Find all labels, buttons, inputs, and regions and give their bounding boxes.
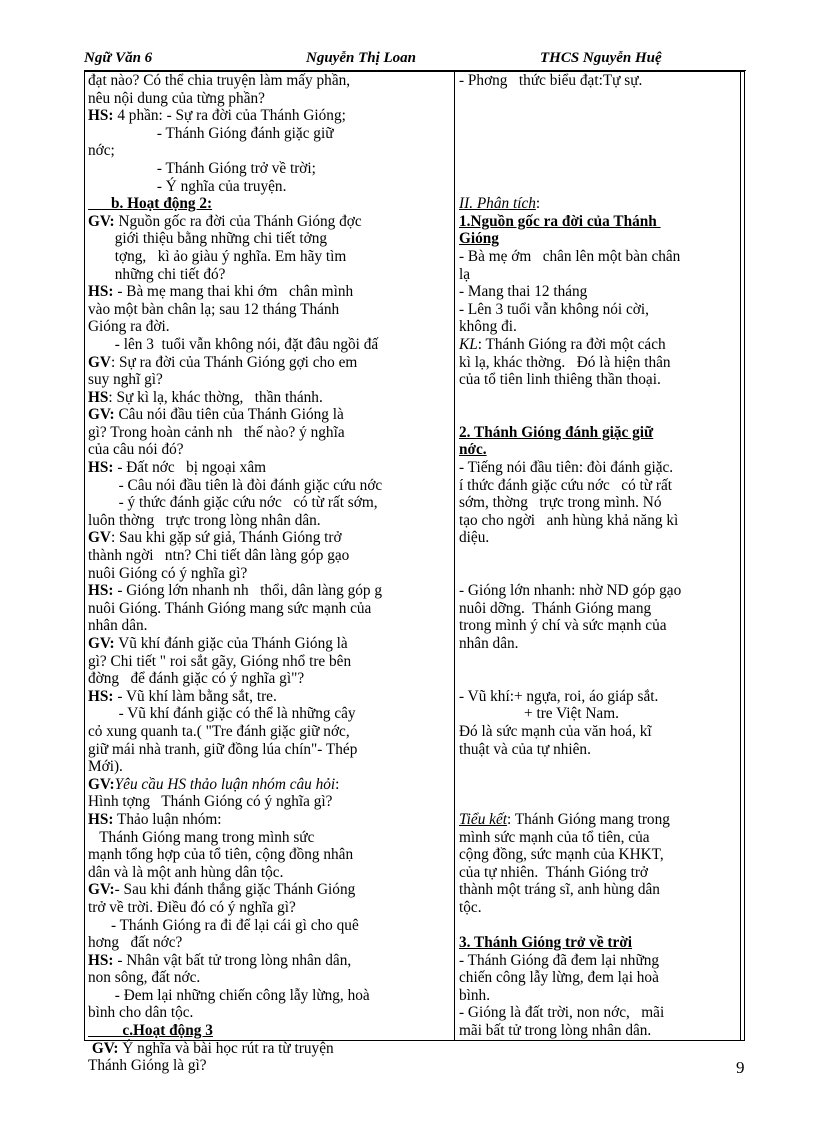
left-t-text: Hình tợng Thánh Gióng có ý nghĩa gì? xyxy=(88,793,333,811)
right-h-text: 2. Thánh Gióng đánh giặc giữ xyxy=(459,423,654,441)
right-t-text: chiến công lẫy lừng, đem lại hoà xyxy=(459,969,659,987)
left-t-text: Mới). xyxy=(88,758,123,776)
right-line xyxy=(459,125,739,143)
left-t-text: nhân dân. xyxy=(88,617,148,635)
left-line xyxy=(88,653,452,671)
left-line xyxy=(88,90,452,108)
left-line xyxy=(88,318,452,336)
header-author: Nguyễn Thị Loan xyxy=(306,50,417,66)
right-line xyxy=(459,1004,739,1022)
right-line xyxy=(459,917,739,935)
left-line xyxy=(88,301,452,319)
right-line xyxy=(459,969,739,987)
left-t-text: - Đất nớc bị ngoại xâm xyxy=(113,459,267,477)
right-t-text: - Tiếng nói đầu tiên: đòi đánh giặc. xyxy=(459,459,674,477)
right-line xyxy=(459,213,739,231)
left-line xyxy=(88,125,452,143)
left-line xyxy=(88,371,452,389)
left-line xyxy=(88,565,452,583)
right-line xyxy=(459,899,739,917)
right-t-text: : xyxy=(535,195,541,213)
left-line xyxy=(88,354,452,372)
left-p-text: HS: xyxy=(88,951,114,969)
right-line xyxy=(459,459,739,477)
left-p-text: GV xyxy=(88,529,111,547)
left-line xyxy=(88,213,452,231)
left-t-text: nuôi Gióng có ý nghĩa gì? xyxy=(88,564,248,582)
left-line xyxy=(88,934,452,952)
right-h-text: nớc. xyxy=(459,441,487,459)
left-t-text: cỏ xung quanh ta.( "Tre đánh giặc giữ nớc, xyxy=(88,722,350,740)
left-t-text: Câu nói đầu tiên của Thánh Gióng là xyxy=(114,406,344,424)
left-line xyxy=(88,107,452,125)
left-t-text: - ý thức đánh giặc cứu nớc có từ rất sớm, xyxy=(88,494,378,512)
left-line xyxy=(88,336,452,354)
right-ip-text: KL xyxy=(459,335,478,353)
left-p-text: GV: xyxy=(88,1039,119,1057)
left-line xyxy=(88,846,452,864)
left-t-text: - lên 3 tuổi vẫn không nói, đặt đâu ngồi đấ xyxy=(88,335,379,353)
left-line xyxy=(88,969,452,987)
right-line xyxy=(459,389,739,407)
content-column xyxy=(459,72,739,1040)
left-line xyxy=(88,899,452,917)
right-h-text: 3. Thánh Gióng trở về trời xyxy=(459,934,633,952)
right-line xyxy=(459,160,739,178)
left-line xyxy=(88,1040,452,1058)
table-right-rule xyxy=(740,72,741,1040)
right-line xyxy=(459,107,739,125)
right-t-text: kì lạ, khác thờng. Đó là hiện thân xyxy=(459,353,671,371)
left-line xyxy=(88,195,452,213)
right-line xyxy=(459,688,739,706)
right-line xyxy=(459,142,739,160)
left-t-text: - Vũ khí đánh giặc có thể là những cây xyxy=(88,705,356,723)
left-line xyxy=(88,178,452,196)
left-t-text: - Ý nghĩa của truyện. xyxy=(88,177,287,195)
right-ih-text: Tiểu kết xyxy=(459,810,508,828)
left-line xyxy=(88,441,452,459)
left-t-text: dân và là một anh hùng dân tộc. xyxy=(88,863,284,881)
right-t-text: lạ xyxy=(459,265,471,283)
left-t-text: - Vũ khí làm bằng sắt, tre. xyxy=(113,687,277,705)
right-t-text: không đi. xyxy=(459,318,517,336)
right-t-text: sớm, thờng trực trong mình. Nó xyxy=(459,494,662,512)
left-line xyxy=(88,160,452,178)
left-t-text: - Đem lại những chiến công lẫy lừng, hoà xyxy=(88,986,370,1004)
left-t-text: Thảo luận nhóm: xyxy=(113,810,222,828)
left-t-text: Gióng ra đời. xyxy=(88,318,170,336)
left-line xyxy=(88,477,452,495)
column-divider xyxy=(454,72,455,1040)
left-line xyxy=(88,512,452,530)
left-p-text: GV: xyxy=(88,881,115,899)
right-t-text: : Thánh Gióng ra đời một cách xyxy=(477,335,666,353)
left-line xyxy=(88,741,452,759)
left-t-text: - Thánh Gióng đánh giặc giữ xyxy=(88,124,334,142)
left-line xyxy=(88,723,452,741)
right-line xyxy=(459,512,739,530)
right-t-text: : Thánh Gióng mang trong xyxy=(507,810,670,828)
left-line xyxy=(88,266,452,284)
left-t-text: non sông, đất nớc. xyxy=(88,969,201,987)
left-t-text: vào một bàn chân lạ; sau 12 tháng Thánh xyxy=(88,300,340,318)
right-line xyxy=(459,617,739,635)
left-line xyxy=(88,459,452,477)
right-line xyxy=(459,529,739,547)
left-h-text: b. Hoạt động 2: xyxy=(88,195,213,213)
left-line xyxy=(88,1057,452,1075)
right-t-text: - Mang thai 12 tháng xyxy=(459,283,588,301)
right-line xyxy=(459,864,739,882)
left-t-text: của câu nói đó? xyxy=(88,441,184,459)
right-t-text: trong mình ý chí và sức mạnh của xyxy=(459,617,667,635)
left-line xyxy=(88,864,452,882)
left-t-text: giữ mái nhà tranh, giữ đồng lúa chín"- Thép xyxy=(88,740,358,758)
left-t-text: mạnh tổng hợp của tổ tiên, cộng đồng nhân xyxy=(88,846,354,864)
right-t-text: nhân dân. xyxy=(459,635,519,652)
left-p-text: HS: xyxy=(88,582,114,600)
right-line xyxy=(459,301,739,319)
right-line xyxy=(459,670,739,688)
right-line xyxy=(459,371,739,389)
left-p-text: HS: xyxy=(88,810,114,828)
right-line xyxy=(459,195,739,213)
left-t-text: nớc; xyxy=(88,142,115,160)
right-line xyxy=(459,248,739,266)
left-p-text: GV: xyxy=(88,635,115,652)
left-ti-text: Yêu cầu HS thảo luận nhóm câu hỏi xyxy=(114,775,336,793)
right-t-text: của tự nhiên. Thánh Gióng trở xyxy=(459,863,649,881)
left-line xyxy=(88,829,452,847)
left-t-text: tợng, kì ảo giàu ý nghĩa. Em hãy tìm xyxy=(88,247,347,265)
left-t-text: giới thiệu bằng những chi tiết tởng xyxy=(88,230,328,248)
right-t-text: - Vũ khí:+ ngựa, roi, áo giáp sắt. xyxy=(459,687,659,705)
left-t-text: những chi tiết đó? xyxy=(88,265,226,283)
left-t-text: - Bà mẹ mang thai khi ớm chân mình xyxy=(113,283,354,301)
right-t-text: - Phơng thức biểu đạt:Tự sự. xyxy=(459,72,643,89)
left-line xyxy=(88,230,452,248)
left-line xyxy=(88,600,452,618)
right-line xyxy=(459,846,739,864)
left-line xyxy=(88,635,452,653)
left-t-text: Vũ khí đánh giặc của Thánh Gióng là xyxy=(114,635,348,652)
left-line xyxy=(88,582,452,600)
right-line xyxy=(459,705,739,723)
right-t-text: + tre Việt Nam. xyxy=(459,705,619,723)
right-t-text: cộng đồng, sức mạnh của KHKT, xyxy=(459,846,664,864)
right-line xyxy=(459,318,739,336)
lesson-table xyxy=(84,71,745,1075)
left-t-text: Nguồn gốc ra đời của Thánh Gióng đợc xyxy=(114,212,362,230)
left-line xyxy=(88,142,452,160)
left-line xyxy=(88,494,452,512)
left-t-text: đờng để đánh giặc có ý nghĩa gì"? xyxy=(88,670,305,688)
left-line xyxy=(88,406,452,424)
left-t-text: thành ngời ntn? Chi tiết dân làng góp gạo xyxy=(88,547,350,565)
right-line xyxy=(459,600,739,618)
right-line xyxy=(459,336,739,354)
right-t-text: - Bà mẹ ớm chân lên một bàn chân xyxy=(459,247,681,265)
right-t-text: Đó là sức mạnh của văn hoá, kĩ xyxy=(459,722,652,740)
left-t-text: Ý nghĩa và bài học rút ra từ truyện xyxy=(118,1039,334,1057)
left-t-text: : Sau khi gặp sứ giả, Thánh Gióng trở xyxy=(110,529,342,547)
right-t-text: của tổ tiên linh thiêng thần thoại. xyxy=(459,371,661,389)
right-line xyxy=(459,723,739,741)
left-p-text: GV: xyxy=(88,406,115,424)
left-line xyxy=(88,776,452,794)
right-line xyxy=(459,1022,739,1040)
right-t-text: - Lên 3 tuổi vẫn không nói cời, xyxy=(459,300,649,318)
right-line xyxy=(459,881,739,899)
right-t-text: diệu. xyxy=(459,529,490,547)
left-t-text: gì? Trong hoàn cảnh nh thế nào? ý nghĩa xyxy=(88,423,345,441)
left-line xyxy=(88,688,452,706)
right-line xyxy=(459,582,739,600)
left-t-text: bình cho dân tộc. xyxy=(88,1004,194,1022)
left-line xyxy=(88,617,452,635)
left-p-text: GV xyxy=(88,353,111,371)
right-line xyxy=(459,987,739,1005)
left-t-text: - Câu nói đầu tiên là đòi đánh giặc cứu nớc xyxy=(88,476,383,494)
right-ih-text: II. Phân tích xyxy=(459,195,536,213)
right-line xyxy=(459,72,739,90)
right-line xyxy=(459,354,739,372)
left-line xyxy=(88,529,452,547)
right-line xyxy=(459,741,739,759)
left-t-text: - Thánh Gióng trở về trời; xyxy=(88,159,316,177)
left-line xyxy=(88,881,452,899)
left-t-text: nuôi Gióng. Thánh Gióng mang sức mạnh của xyxy=(88,599,372,617)
left-line xyxy=(88,72,452,90)
left-t-text: gì? Chi tiết " roi sắt gãy, Gióng nhổ tre bên xyxy=(88,652,352,670)
left-line xyxy=(88,793,452,811)
right-t-text: thành một tráng sĩ, anh hùng dân xyxy=(459,881,660,899)
left-t-text: 4 phần: - Sự ra đời của Thánh Gióng; xyxy=(113,107,346,125)
left-p-text: GV: xyxy=(88,775,115,793)
right-t-text: tạo cho ngời anh hùng khả năng kì xyxy=(459,511,679,529)
right-t-text: nuôi dỡng. Thánh Gióng mang xyxy=(459,599,652,617)
right-line xyxy=(459,934,739,952)
left-line xyxy=(88,917,452,935)
right-line xyxy=(459,829,739,847)
left-line xyxy=(88,248,452,266)
left-t-text: suy nghĩ gì? xyxy=(88,371,163,389)
left-line xyxy=(88,1022,452,1040)
page-header xyxy=(84,48,746,71)
left-t-text: luôn thờng trực trong lòng nhân dân. xyxy=(88,511,321,529)
left-line xyxy=(88,705,452,723)
left-line xyxy=(88,811,452,829)
left-p-text: HS: xyxy=(88,107,114,125)
right-t-text: mình sức mạnh của tổ tiên, của xyxy=(459,828,650,846)
left-p-text: GV: xyxy=(88,212,115,230)
left-p-text: HS: xyxy=(88,687,114,705)
right-line xyxy=(459,178,739,196)
left-t-text: Thánh Gióng mang trong mình sức xyxy=(88,828,315,846)
right-t-text: - Gióng là đất trời, non nớc, mãi xyxy=(459,1004,665,1022)
right-line xyxy=(459,776,739,794)
right-t-text: - Gióng lớn nhanh: nhờ ND góp gạo xyxy=(459,582,682,600)
left-line xyxy=(88,389,452,407)
left-line xyxy=(88,1004,452,1022)
page-number: 9 xyxy=(736,1058,745,1077)
right-line xyxy=(459,266,739,284)
left-line xyxy=(88,952,452,970)
header-school: THCS Nguyễn Huệ xyxy=(540,50,662,66)
right-line xyxy=(459,793,739,811)
right-line xyxy=(459,406,739,424)
left-line xyxy=(88,670,452,688)
left-line xyxy=(88,283,452,301)
left-t-text: - Nhân vật bất tử trong lòng nhân dân, xyxy=(113,951,352,969)
left-t-text: trở về trời. Điều đó có ý nghĩa gì? xyxy=(88,898,296,916)
left-t-text: nêu nội dung của từng phần? xyxy=(88,89,265,107)
right-t-text: thuật và của tự nhiên. xyxy=(459,740,591,758)
right-line xyxy=(459,758,739,776)
right-line xyxy=(459,494,739,512)
left-t-text: : xyxy=(335,775,340,793)
right-line xyxy=(459,230,739,248)
right-line xyxy=(459,811,739,829)
right-line xyxy=(459,424,739,442)
left-t-text: Thánh Gióng là gì? xyxy=(88,1057,207,1075)
right-t-text: mãi bất tử trong lòng nhân dân. xyxy=(459,1022,652,1040)
left-t-text: - Gióng lớn nhanh nh thổi, dân làng góp g xyxy=(113,582,383,600)
right-line xyxy=(459,90,739,108)
left-p-text: HS: xyxy=(88,283,114,301)
left-p-text: HS: xyxy=(88,459,114,477)
right-line xyxy=(459,653,739,671)
left-t-text: : Sự ra đời của Thánh Gióng gợi cho em xyxy=(110,353,358,371)
right-line xyxy=(459,547,739,565)
left-h-text: c.Hoạt động 3 xyxy=(88,1022,213,1040)
right-line xyxy=(459,565,739,583)
left-t-text: - Sau khi đánh thắng giặc Thánh Gióng xyxy=(114,881,356,899)
left-line xyxy=(88,424,452,442)
right-line xyxy=(459,283,739,301)
left-line xyxy=(88,758,452,776)
right-line xyxy=(459,635,739,653)
right-h-text: 1.Nguồn gốc ra đời của Thánh xyxy=(459,212,661,230)
left-t-text: : Sự kì lạ, khác thờng, thần thánh. xyxy=(108,388,323,406)
right-line xyxy=(459,952,739,970)
left-line xyxy=(88,987,452,1005)
right-t-text: í thức đánh giặc cứu nớc có từ rất xyxy=(459,476,673,494)
left-p-text: HS xyxy=(88,388,109,406)
left-t-text: hơng đất nớc? xyxy=(88,934,183,952)
right-t-text: - Thánh Gióng đã đem lại những xyxy=(459,951,660,969)
teacher-student-column xyxy=(88,72,452,1075)
header-subject: Ngữ Văn 6 xyxy=(84,50,153,66)
left-t-text: đạt nào? Có thể chia truyện làm mấy phần, xyxy=(88,72,351,89)
left-line xyxy=(88,547,452,565)
right-line xyxy=(459,441,739,459)
right-h-text: Gióng xyxy=(459,230,499,248)
right-t-text: tộc. xyxy=(459,898,482,916)
right-line xyxy=(459,477,739,495)
right-t-text: bình. xyxy=(459,986,491,1004)
left-t-text: - Thánh Gióng ra đi để lại cái gì cho quê xyxy=(88,916,359,934)
